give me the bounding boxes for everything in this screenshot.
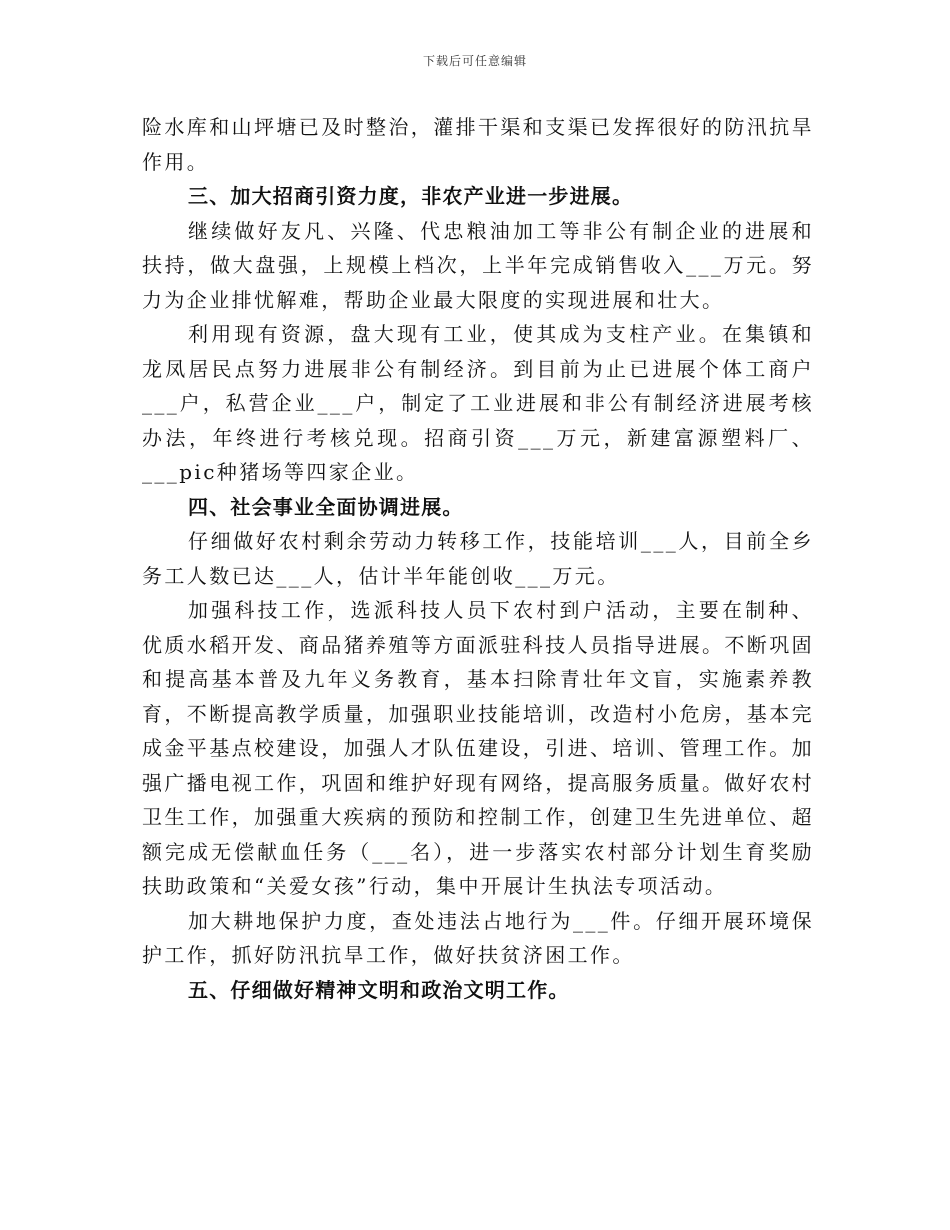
paragraph-science-education: 加强科技工作，选派科技人员下农村到户活动，主要在制种、优质水稻开发、商品猪养殖等方面派驻科技人员指导进展。不断巩固和提高基本普及九年义务教育，基本扫除青壮年文盲，实施素养教育，不断提高教学质量，加强职业技能培训，改造村小危房，基本完成金平基点校建设，加强人才队伍建设，引进、培训、管理工作。加强广播电视工作，巩固和维护好现有网络，提高服务质量。做好农村卫生工作，加强重大疾病的预防和控制工作，创建卫生先进单位、超额完成无偿献血任务（___名），进一步落实农村部分计划生育奖励扶助政策和“关爱女孩”行动，集中开展计生执法专项活动。 [142, 598, 814, 898]
paragraph-enterprise-support: 继续做好友凡、兴隆、代忠粮油加工等非公有制企业的进展和扶持，做大盘强，上规模上档次，上半年完成销售收入___万元。努力为企业排忧解难，帮助企业最大限度的实现进展和壮大。 [142, 218, 814, 312]
section-heading-4: 四、社会事业全面协调进展。 [188, 494, 464, 519]
section-heading-3: 三、加大招商引资力度，非农产业进一步进展。 [188, 184, 634, 208]
paragraph-continuation: 险水库和山坪塘已及时整治，灌排干渠和支渠已发挥很好的防汛抗旱作用。 [142, 115, 814, 174]
paragraph-labor-transfer: 仔细做好农村剩余劳动力转移工作，技能培训___人，目前全乡务工人数已达___人，估计半年能创收___万元。 [142, 529, 814, 588]
section-heading-5: 五、仔细做好精神文明和政治文明工作。 [188, 977, 570, 1002]
paragraph-industry-resources: 利用现有资源，盘大现有工业，使其成为支柱产业。在集镇和龙凤居民点努力进展非公有制经济。到目前为止已进展个体工商户___户，私营企业___户，制定了工业进展和非公有制经济进展考核办法，年终进行考核兑现。招商引资___万元，新建富源塑料厂、___pic种猪场等四家企业。 [142, 322, 814, 484]
paragraph-land-protection: 加大耕地保护力度，查处违法占地行为___件。仔细开展环境保护工作，抓好防汛抗旱工作，做好扶贫济困工作。 [142, 908, 814, 967]
document-body [142, 110, 814, 1007]
page-header: 下载后可任意编辑 [422, 54, 527, 68]
